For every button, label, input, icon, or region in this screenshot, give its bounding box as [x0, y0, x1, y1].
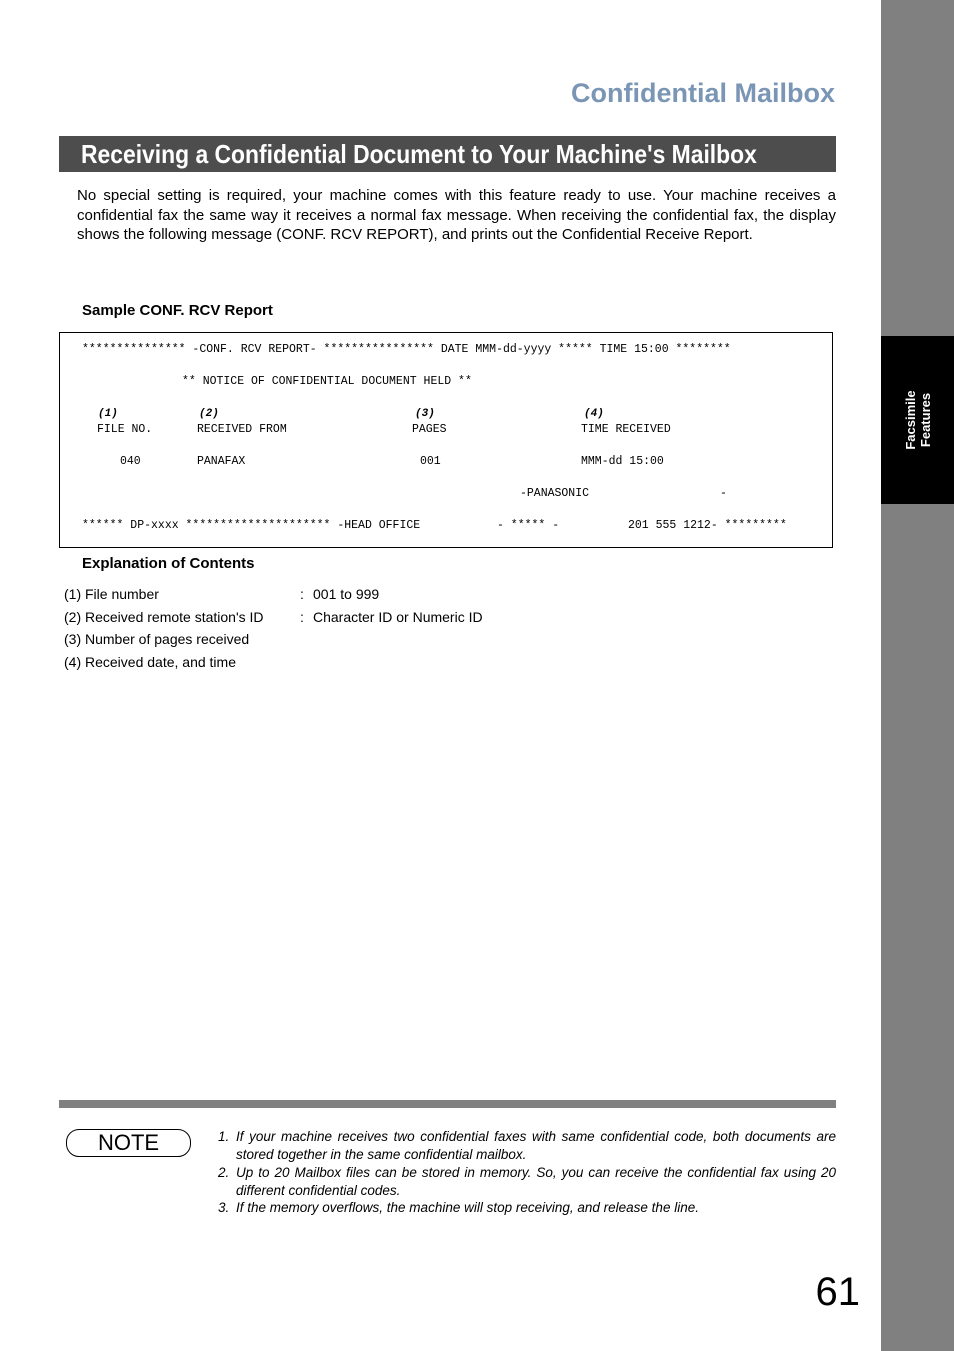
explanation-item-3: (3) Number of pages received [64, 631, 250, 647]
value-pages: 001 [420, 455, 441, 468]
explanation-colon-1: : [300, 586, 304, 602]
note-badge: NOTE [66, 1129, 191, 1157]
note-item-1 [218, 1128, 836, 1163]
note-number-1: 1. [218, 1129, 230, 1144]
section-divider [59, 1100, 836, 1108]
value-file-no: 040 [120, 455, 141, 468]
col-num-3: (3) [415, 408, 435, 420]
value-received-from: PANAFAX [197, 455, 246, 468]
col-head-pages: PAGES [412, 423, 447, 436]
note-item-2 [218, 1164, 836, 1199]
report-sender-name: -PANASONIC [520, 487, 590, 500]
side-chapter-tab [881, 336, 954, 504]
side-tab-label [881, 336, 954, 504]
col-head-received-from: RECEIVED FROM [197, 423, 287, 436]
col-num-1: (1) [98, 408, 118, 420]
heading-bar [59, 136, 836, 172]
explanation-item-1: (1) File number [64, 586, 159, 602]
sample-report-label: Sample CONF. RCV Report [82, 302, 273, 319]
side-tab-line1: Facsimile [902, 390, 918, 450]
section-title: Confidential Mailbox [570, 78, 835, 108]
explanation-value-2: Character ID or Numeric ID [313, 609, 483, 625]
col-head-file-no: FILE NO. [97, 423, 153, 436]
explanation-value-1: 001 to 999 [313, 586, 380, 602]
report-sender-dash: - [720, 487, 727, 500]
side-strip [881, 0, 954, 1351]
report-header-line: *************** -CONF. RCV REPORT- **************** DATE MMM-dd-yyyy ***** TIME 15:00 ******** [82, 343, 731, 356]
sample-report [59, 332, 833, 548]
explanation-item-4: (4) Received date, and time [64, 654, 236, 670]
col-num-4: (4) [584, 408, 604, 420]
page-number: 61 [815, 1270, 860, 1314]
col-num-2: (2) [199, 408, 219, 420]
note-number-2: 2. [218, 1165, 230, 1180]
report-notice: ** NOTICE OF CONFIDENTIAL DOCUMENT HELD ** [182, 375, 472, 388]
note-text-3: If the memory overflows, the machine will stop receiving, and release the line. [236, 1200, 699, 1215]
explanation-item-2: (2) Received remote station's ID [64, 609, 264, 625]
report-footer-right: 201 555 1212- ********* [628, 519, 787, 532]
col-head-time-received: TIME RECEIVED [581, 423, 671, 436]
note-item-3 [218, 1199, 836, 1217]
side-tab-line2: Features [917, 392, 933, 448]
note-text-1: If your machine receives two confidential faxes with same confidential code, both documents are stored together in the same confidential mailbox. [236, 1129, 836, 1162]
explanation-label: Explanation of Contents [82, 555, 255, 572]
explanation-colon-2: : [300, 609, 304, 625]
report-footer-mid: - ***** - [497, 519, 560, 532]
note-number-3: 3. [218, 1200, 230, 1215]
report-footer-left: ****** DP-xxxx ********************* -HEAD OFFICE [82, 519, 421, 532]
note-text-2: Up to 20 Mailbox files can be stored in memory. So, you can receive the confidential fax using 20 different confidential codes. [236, 1165, 836, 1198]
intro-paragraph: No special setting is required, your machine comes with this feature ready to use. Your machine receives a confidential fax the same way it receives a normal fax message. When receiving the confidential fax, the display shows the following message (CONF. RCV REPORT), and prints out the Confidential Receive Report. [77, 187, 836, 243]
value-time-received: MMM-dd 15:00 [581, 455, 664, 468]
page-heading: Receiving a Confidential Document to Your Machine's Mailbox [81, 139, 757, 169]
